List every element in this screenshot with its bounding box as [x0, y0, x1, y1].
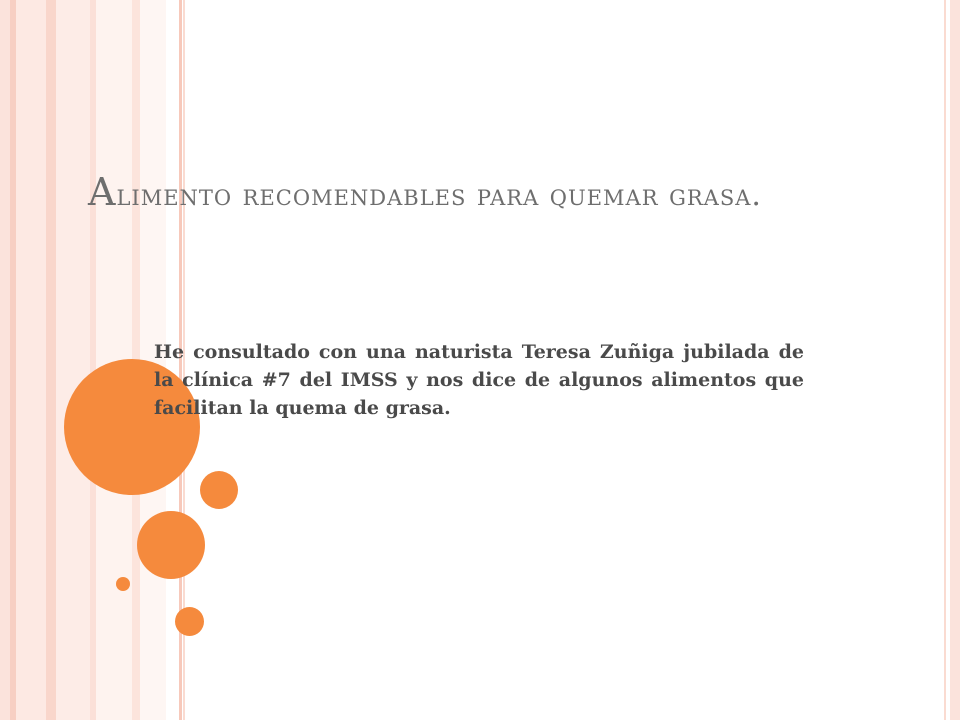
decorative-circle-tiny [116, 577, 130, 591]
slide-title [88, 166, 788, 222]
decorative-stripe [16, 0, 46, 720]
decorative-stripe [46, 0, 56, 720]
decorative-circle-small [200, 471, 238, 509]
decorative-stripe [0, 0, 10, 720]
slide-title-initial: A [88, 170, 117, 214]
decorative-circle-small [175, 607, 204, 636]
slide-title-rest: limento recomendables para quemar grasa. [116, 178, 762, 213]
decorative-stripe [56, 0, 90, 720]
decorative-stripe [950, 0, 960, 720]
slide-body-text: He consultado con una naturista Teresa Zuñiga jubilada de la clínica #7 del IMSS y nos dice de algunos alimentos que facilitan la quema de grasa. [154, 341, 804, 419]
decorative-circle-medium [137, 511, 205, 579]
decorative-line [944, 0, 946, 720]
